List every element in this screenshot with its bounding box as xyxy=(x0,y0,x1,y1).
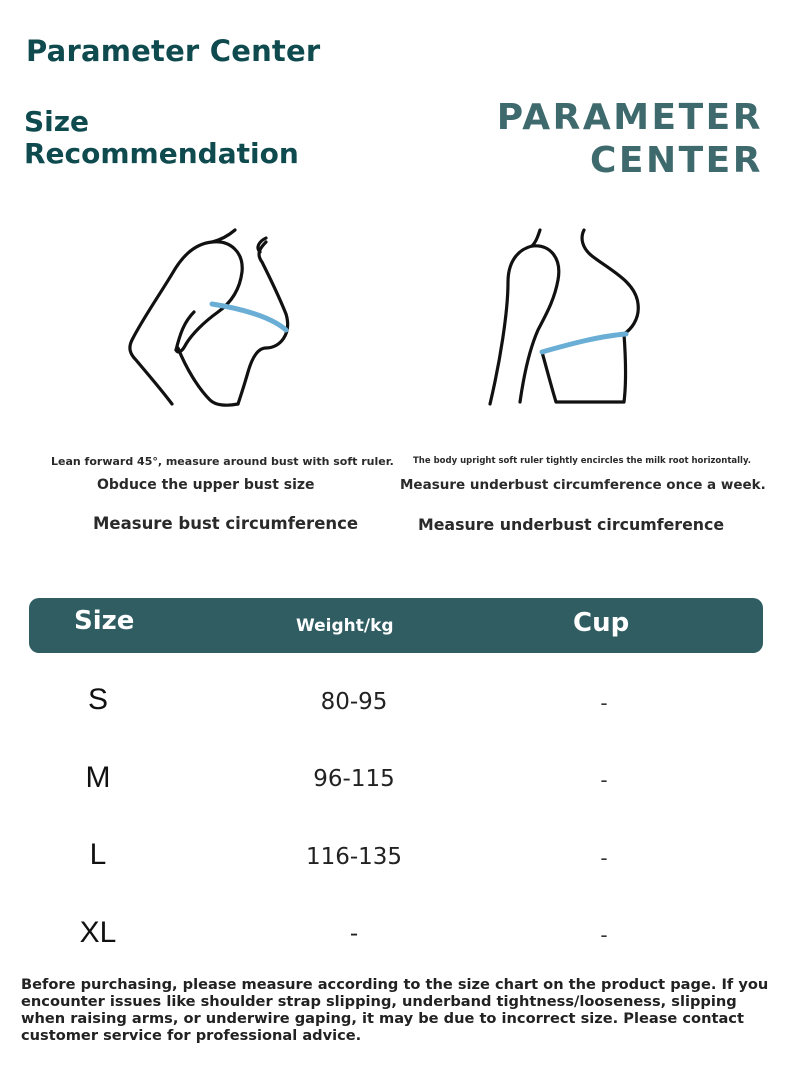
weight-cell: 80-95 xyxy=(320,689,388,715)
page-title: Parameter Center xyxy=(26,34,321,68)
subtitle-line-2: Recommendation xyxy=(24,137,299,170)
size-cell: XL xyxy=(79,916,117,949)
column-header-weight: Weight/kg xyxy=(296,616,394,636)
section-subtitle xyxy=(24,106,299,170)
bust-subcaption: Obduce the upper bust size xyxy=(97,477,315,493)
column-header-cup: Cup xyxy=(573,608,630,638)
size-cell: L xyxy=(89,838,107,871)
column-header-size: Size xyxy=(74,606,135,636)
brand-heading-line-2: CENTER xyxy=(589,140,763,181)
bust-measurement-illustration xyxy=(120,222,300,412)
brand-heading xyxy=(497,96,763,182)
weight-cell: 116-135 xyxy=(305,844,403,870)
brand-heading-line-1: PARAMETER xyxy=(496,97,763,138)
cup-cell: - xyxy=(600,691,608,715)
size-cell: S xyxy=(87,683,109,716)
weight-cell: - xyxy=(349,921,359,947)
cup-cell: - xyxy=(600,923,608,947)
subtitle-line-1: Size xyxy=(24,105,90,138)
bust-label: Measure bust circumference xyxy=(93,514,359,533)
cup-cell: - xyxy=(600,768,608,792)
cup-cell: - xyxy=(600,846,608,870)
size-table-header xyxy=(29,598,763,653)
underbust-instruction: The body upright soft ruler tightly encircles the milk root horizontally. xyxy=(413,456,751,466)
underbust-measurement-illustration xyxy=(480,222,655,412)
underbust-subcaption: Measure underbust circumference once a week. xyxy=(400,477,766,493)
purchase-advice-note: Before purchasing, please measure according to the size chart on the product page. If you encounter issues like shoulder strap slipping, underband tightness/looseness, slipping when raising arms, or underwire gaping, it may be due to incorrect size. Please contact customer service for professional advice. xyxy=(21,976,769,1044)
weight-cell: 96-115 xyxy=(313,766,395,792)
size-cell: M xyxy=(85,761,111,794)
underbust-label: Measure underbust circumference xyxy=(418,515,725,534)
bust-instruction: Lean forward 45°, measure around bust with soft ruler. xyxy=(51,455,394,468)
